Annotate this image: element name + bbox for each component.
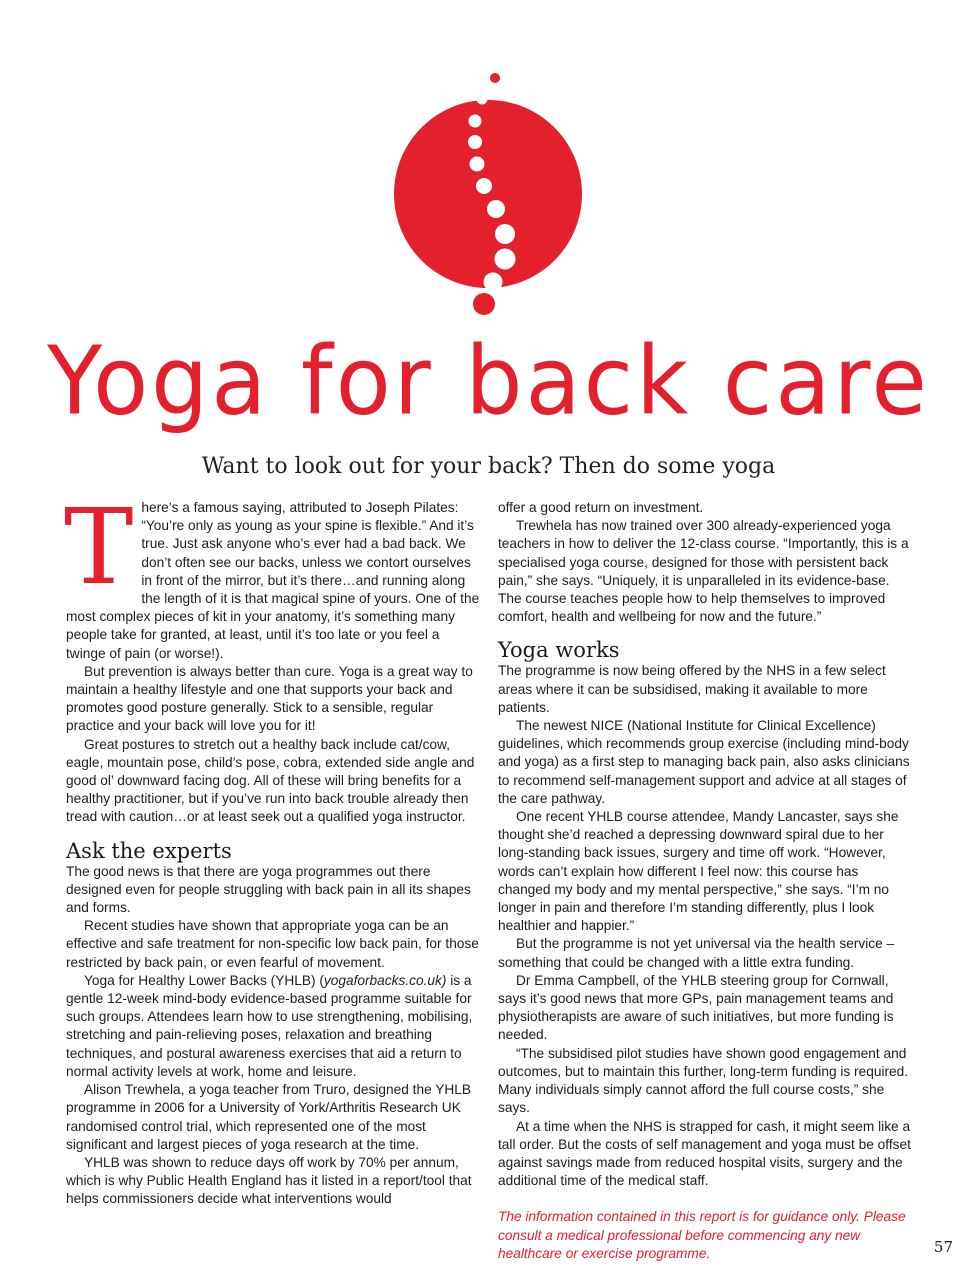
experts-paragraph-5: YHLB was shown to reduce days off work by 70% per annum, which is why Public Health England has it listed in a report/tool that helps commissioners decide what interventions would <box>66 1154 472 1207</box>
section-heading-works: Yoga works <box>498 638 620 663</box>
experts-p3-end: is a gentle 12-week mind-body evidence-based programme suitable for such groups. Attendees learn how to use strengthening, mobilising, stretching and pain-relieving poses, relaxation and breathing techniques, and postural awareness exercises that aid a return to normal activity levels at work, home and leisure. <box>66 972 473 1079</box>
red-circle <box>394 100 582 288</box>
works-paragraph-3: One recent YHLB course attendee, Mandy Lancaster, says she thought she’d reached a depressing downward spiral due to her long-standing back issues, surgery and time off work. “However, words can’t explain how different I feel now: this course has changed my body and my mental perspective,” she says. “I’m no longer in pain and therefore I’m standing differently, plus I look healthier and happier.” <box>498 809 899 934</box>
intro-paragraph-1: here’s a famous saying, attributed to Joseph Pilates: “You’re only as young as your spine is flexible.” And it’s true. Just ask anyone who’s ever had a bad back. We don’t often see our backs, unless we contort ourselves in front of the mirror, but it’s there…and running along the length of it is that magical spine of yours. One of the most complex pieces of kit in your anatomy, it’s something many people take for granted, at least, until it’s too late or you feel a twinge of pain (or worse!). <box>66 500 480 661</box>
works-paragraph-4: But the programme is not yet universal via the health service – something that could be changed with a little extra funding. <box>498 936 895 970</box>
drop-cap: T <box>64 486 134 608</box>
experts-paragraph-6: Trewhela has now trained over 300 already-experienced yoga teachers in how to deliver the 12-class course. “Importantly, this is a specialised yoga course, designed for those with persistent back pain,” she says. “Uniquely, it is unparalleled in its evidence-base. The course teaches people how to help themselves to improved comfort, health and wellbeing for now and the future.” <box>498 518 909 625</box>
experts-paragraph-2: Recent studies have shown that appropriate yoga can be an effective and safe treatment for non-specific low back pain, for those restricted by back pain, or even fearful of movement. <box>66 918 479 970</box>
works-paragraph-7: At a time when the NHS is strapped for cash, it might seem like a tall order. But the costs of self management and yoga must be offset against savings made from reduced hospital visits, surgery and the additional time of the medical staff. <box>498 1118 911 1189</box>
section-heading-experts: Ask the experts <box>66 838 232 863</box>
disclaimer-note: The information contained in this report is for guidance only. Please consult a medical professional before commencing any new healthcare or exercise programme. <box>498 1209 906 1261</box>
experts-paragraph-5-continued: offer a good return on investment. <box>498 500 704 515</box>
spine-circle-logo <box>380 66 600 326</box>
article-subtitle: Want to look out for your back? Then do some yoga <box>201 454 776 479</box>
experts-paragraph-1: The good news is that there are yoga programmes out there designed even for people struggling with back pain in all its shapes and forms. <box>66 863 471 916</box>
works-paragraph-1: The programme is now being offered by the NHS in a few select areas where it can be subsidised, making it available to more patients. <box>498 663 886 715</box>
intro-paragraph-2: But prevention is always better than cure. Yoga is a great way to maintain a healthy lifestyle and one that supports your back and promotes good posture generally. Stick to a sensible, regular practice and your back will love you for it! <box>66 663 473 734</box>
website-link[interactable]: yogaforbacks.co.uk) <box>323 972 447 988</box>
page-number: 57 <box>933 1238 953 1256</box>
works-paragraph-5: Dr Emma Campbell, of the YHLB steering group for Cornwall, says it’s good news that more GPs, pain management teams and physiotherapists are aware of such initiatives, but more funding is needed. <box>498 972 894 1043</box>
experts-paragraph-3 <box>66 972 482 1081</box>
works-paragraph-2: The newest NICE (National Institute for Clinical Excellence) guidelines, which recommends group exercise (including mind-body and yoga) as a first step to managing back pain, also asks clinicians to recommend self-management support and advice at all stages of the care pathway. <box>498 718 910 806</box>
intro-paragraph-3: Great postures to stretch out a healthy back include cat/cow, eagle, mountain pose, child’s pose, cobra, extended side angle and good ol’ downward facing dog. All of these will bring benefits for a healthy practitioner, but if you’ve run into back trouble already then tread with caution…or at least seek out a qualified yoga instructor. <box>66 736 475 825</box>
works-paragraph-6: “The subsidised pilot studies have shown good engagement and outcomes, but to maintain this further, long-term funding is required. Many individuals simply cannot afford the full course costs,” she says. <box>498 1045 909 1116</box>
right-column <box>498 499 914 1263</box>
experts-p3-start: Yoga for Healthy Lower Backs (YHLB) ( <box>84 972 324 988</box>
article-title: Yoga for back care <box>47 326 930 437</box>
left-column <box>64 486 482 1209</box>
experts-paragraph-4: Alison Trewhela, a yoga teacher from Truro, designed the YHLB programme in 2006 for a University of York/Arthritis Research UK randomised control trial, which represented one of the most significant and largest pieces of yoga research at the time. <box>66 1082 472 1152</box>
